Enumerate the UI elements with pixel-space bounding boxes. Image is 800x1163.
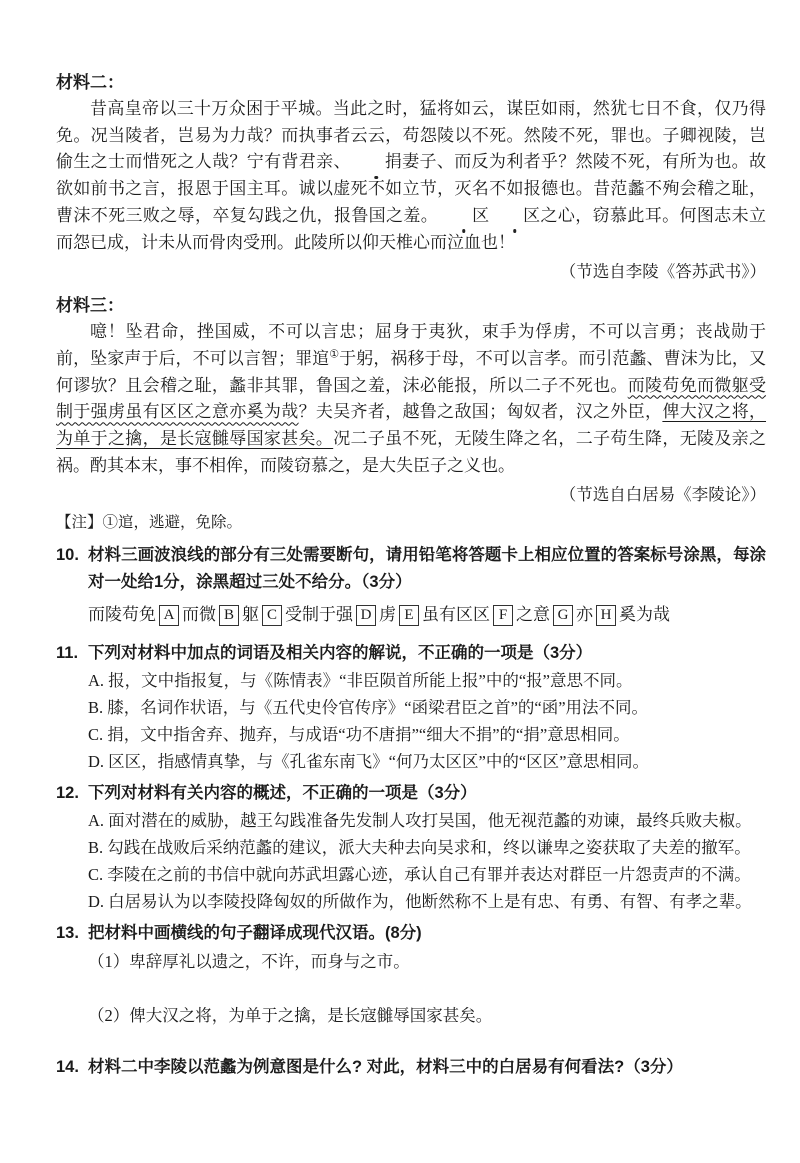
text-segment-p: 虽有区区	[422, 605, 490, 625]
question-14-stem: 材料二中李陵以范蠡为例意图是什么? 对此，材料三中的白居易有何看法?（3分）	[88, 1058, 683, 1077]
question-12-option-a: A. 面对潜在的威胁，越王勾践准备先发制人攻打吴国，他无视范蠡的劝谏，最终兵败夫椒。	[88, 811, 752, 831]
text-segment-wavy: 而陵苟免而微躯受制于强虏虽有区区之意亦奚为哉	[56, 375, 767, 422]
text-segment-dot	[438, 206, 540, 225]
text-segment-p: 之意	[516, 605, 550, 625]
material-2-section	[56, 72, 766, 285]
question-11-option-d: D. 区区，指感情真挚，与《孔雀东南飞》“何乃太区区”中的“区区”意思相同。	[88, 752, 649, 772]
question-10-body	[88, 542, 766, 628]
emphasized-char: 捐	[351, 149, 402, 176]
text-segment-box: A	[159, 605, 179, 626]
question-10-sentence-breaking-line	[88, 601, 766, 628]
question-11	[56, 640, 766, 775]
text-segment-u: 俾大汉之将，为单于之擒，是长寇雠辱国家甚矣。	[56, 402, 767, 449]
question-12-body	[88, 780, 766, 915]
question-13-sub-2: （2）俾大汉之将，为单于之擒，是长寇雠辱国家甚矣。	[88, 1006, 493, 1026]
material-3-section	[56, 295, 766, 508]
question-10-stem: 材料三画波浪线的部分有三处需要断句，请用铅笔将答题卡上相应位置的答案标号涂黑，每涂对一处给1分，涂黑超过三处不给分。（3分）	[88, 546, 766, 592]
question-11-option-a: A. 报，文中指报复，与《陈情表》“非臣陨首所能上报”中的“报”意思不同。	[88, 671, 633, 691]
text-segment-box: H	[596, 605, 616, 626]
text-segment-p: 于躬，祸移于母，不可以言孝。而引范蠡、曹沫为比，又何谬欤？且会稽之耻，蠡非其罪，鲁国之羞，沫必能报，所以二子不死也。	[56, 348, 767, 395]
text-segment-box: F	[493, 605, 513, 626]
question-12-stem: 下列对材料有关内容的概述，不正确的一项是（3分）	[88, 784, 477, 803]
question-11-number: 11.	[56, 644, 79, 663]
material-3-passage	[56, 319, 766, 479]
emphasized-char: 区	[489, 203, 540, 230]
text-segment-dot	[351, 152, 402, 171]
question-13-number: 13.	[56, 924, 79, 943]
emphasized-char: 区	[438, 203, 489, 230]
question-12	[56, 780, 766, 915]
question-10	[56, 542, 766, 628]
material-2-passage	[56, 96, 766, 256]
text-segment-p: 受制于强	[285, 605, 353, 625]
question-14-body	[88, 1054, 766, 1081]
text-segment-p: 虏	[379, 605, 396, 625]
text-segment-p: 之心，窃慕此耳。何图志未立而怨已成，计未从而骨肉受刑。此陵所以仰天椎心而泣血也！	[56, 205, 767, 252]
text-segment-p: ？夫吴齐者，越鲁之敌国；匈奴者，汉之外臣，	[298, 402, 663, 422]
text-segment-box: D	[356, 605, 376, 626]
text-segment-p: 噫！坠君命，挫国威，不可以言忠；屈身于夷狄，束手为俘虏，不可以言勇；丧战勋于前，坠家声于后，不可以言智；罪逭	[56, 322, 766, 368]
text-segment-p: 而微	[182, 605, 216, 625]
text-segment-box: B	[219, 605, 239, 626]
question-14	[56, 1054, 766, 1081]
question-12-option-d: D. 白居易认为以李陵投降匈奴的所做作为，他断然称不上是有忠、有勇、有智、有孝之辈。	[88, 892, 752, 912]
text-segment-box: G	[553, 605, 573, 626]
question-13-body	[88, 920, 766, 1029]
question-11-body	[88, 640, 766, 775]
text-segment-p: 亦	[576, 605, 593, 625]
question-10-number: 10.	[56, 546, 79, 565]
question-12-number: 12.	[56, 784, 79, 803]
question-13	[56, 920, 766, 1029]
question-13-sub-1: （1）卑辞厚礼以遗之，不许，而身与之市。	[88, 952, 410, 972]
question-12-option-c: C. 李陵在之前的书信中就向苏武坦露心迹，承认自己有罪并表达对群臣一片怨责声的不满。	[88, 865, 751, 885]
material-3-source: （节选自白居易《李陵论》）	[559, 485, 766, 505]
question-11-stem: 下列对材料中加点的词语及相关内容的解说，不正确的一项是（3分）	[88, 644, 593, 663]
question-12-option-b: B. 勾践在战败后采纳范蠡的建议，派大夫种去向吴求和，终以谦卑之姿获取了夫差的撤军。	[88, 838, 751, 858]
text-segment-p: 妻子、而反为利者乎？然陵不死，有所为也。故欲如前书之言，报恩于国主耳。诚以虚死不如立节，灭名不如报德也。昔范蠡不殉会稽之耻，曹沫不死三败之辱，卒复勾践之仇，报鲁国之羞。	[56, 152, 767, 225]
text-segment-p: 昔高皇帝以三十万众困于平城。当此之时，猛将如云，谋臣如雨，然犹七日不食，仅乃得免。况当陵者，岂易为力哉？而执事者云云，苟怨陵以不死。然陵不死，罪也。子卿视陵，岂偷生之士而惜死之人哉？宁有背君亲、	[56, 99, 766, 172]
text-segment-box: E	[399, 605, 419, 626]
question-13-stem: 把材料中画横线的句子翻译成现代汉语。(8分)	[88, 924, 422, 943]
text-segment-p: 况二子虽不死，无陵生降之名，二子苟生降，无陵及亲之祸。酌其本末，事不相侔，而陵窃慕之，是大失臣子之义也。	[56, 429, 767, 475]
material-2-heading: 材料二：	[56, 73, 124, 92]
footnote: 【注】①逭，逃避，免除。	[56, 514, 243, 532]
text-segment-box: C	[262, 605, 282, 626]
text-segment-sup: ①	[329, 348, 340, 361]
question-11-option-b: B. 膝，名词作状语，与《五代史伶官传序》“函梁君臣之首”的“函”用法不同。	[88, 698, 649, 718]
material-3-heading: 材料三：	[56, 296, 124, 316]
material-2-source: （节选自李陵《答苏武书》）	[559, 262, 766, 282]
text-segment-p: 躯	[242, 605, 259, 625]
question-14-number: 14.	[56, 1058, 79, 1077]
text-segment-p: 而陵苟免	[88, 605, 156, 625]
question-11-option-c: C. 捐，文中指舍弃、抛弃，与成语“功不唐捐”“细大不捐”的“捐”意思相同。	[88, 725, 630, 745]
text-segment-p: 奚为哉	[619, 605, 670, 625]
